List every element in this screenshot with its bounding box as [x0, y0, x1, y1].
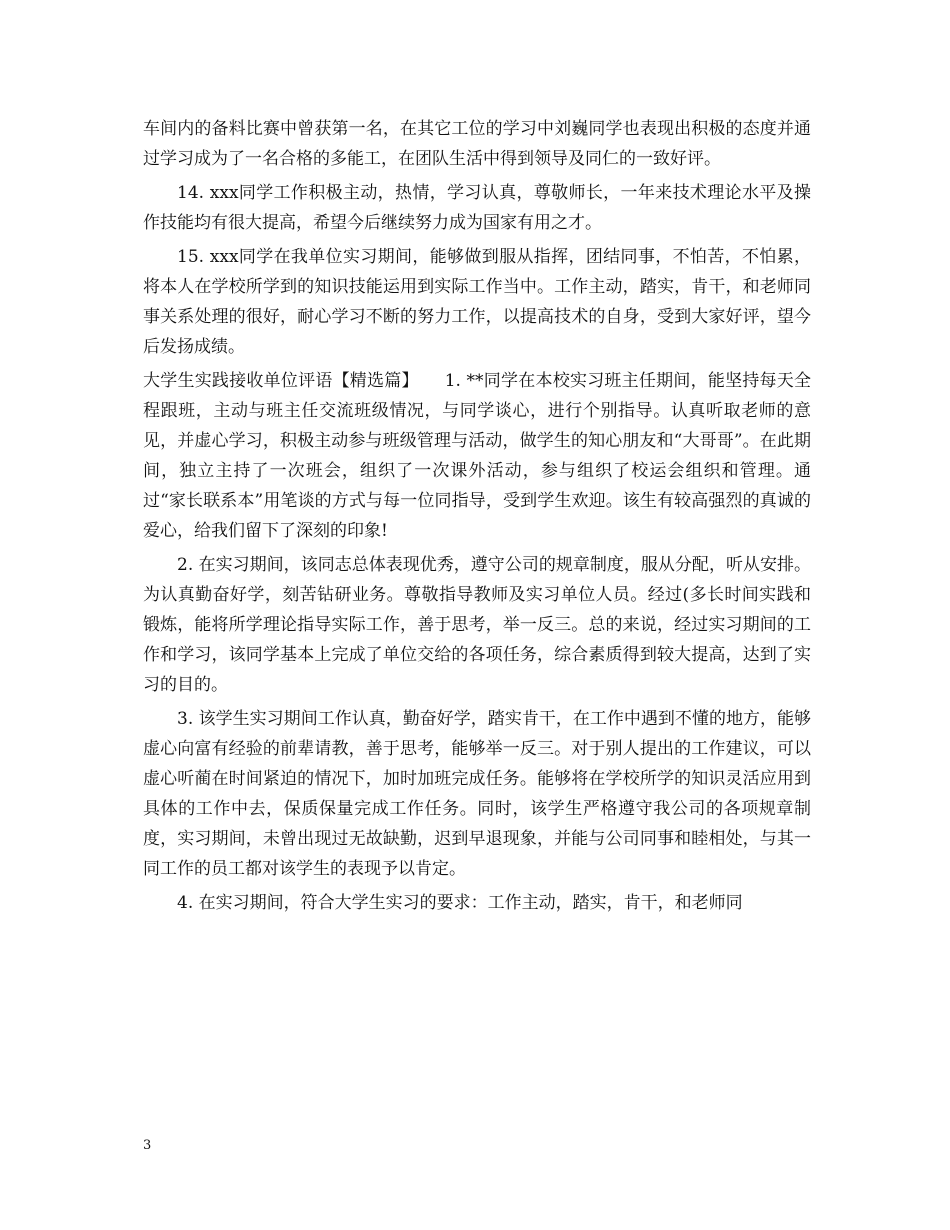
paragraph-item-2: 2. 在实习期间，该同志总体表现优秀，遵守公司的规章制度，服从分配，听从安排。为认真勤奋好学，刻苦钻研业务。尊敬指导教师及实习单位人员。经过(多长时间实践和锻炼，能将所学理论指导实际工作，善于思考，举一反三。总的来说，经过实习期间的工作和学习，该同学基本上完成了单位交给的各项任务，综合素质得到较大提高，达到了实习的目的。: [143, 555, 811, 695]
paragraph-item-4: 4. 在实习期间，符合大学生实习的要求：工作主动，踏实，肯干，和老师同: [177, 893, 743, 913]
page-number: 3: [143, 1138, 152, 1153]
paragraph-item-15: 15. xxx同学在我单位实习期间，能够做到服从指挥，团结同事，不怕苦，不怕累，将本人在学校所学到的知识技能运用到实际工作当中。工作主动，踏实，肯干，和老师同事关系处理的很好，耐心学习不断的努力工作，以提高技术的自身，受到大家好评，望今后发扬成绩。: [143, 247, 811, 357]
section-heading-paragraph: 大学生实践接收单位评语【精选篇】 1. **同学在本校实习班主任期间，能坚持每天全程跟班，主动与班主任交流班级情况，与同学谈心，进行个别指导。认真听取老师的意见，并虚心学习，积极主动参与班级管理与活动，做学生的知心朋友和“大哥哥”。在此期间，独立主持了一次班会，组织了一次课外活动，参与组织了校运会组织和管理。通过“家长联系本”用笔谈的方式与每一位同指导，受到学生欢迎。该生有较高强烈的真诚的爱心，给我们留下了深刻的印象!: [143, 371, 811, 541]
document-body: [143, 114, 811, 922]
paragraph-item-14: 14. xxx同学工作积极主动，热情，学习认真，尊敬师长，一年来技术理论水平及操作技能均有很大提高，希望今后继续努力成为国家有用之才。: [143, 183, 811, 233]
paragraph-continuation: 车间内的备料比赛中曾获第一名，在其它工位的学习中刘巍同学也表现出积极的态度并通过学习成为了一名合格的多能工，在团队生活中得到领导及同仁的一致好评。: [143, 119, 811, 169]
paragraph-item-3: 3. 该学生实习期间工作认真，勤奋好学，踏实肯干，在工作中遇到不懂的地方，能够虚心向富有经验的前辈请教，善于思考，能够举一反三。对于别人提出的工作建议，可以虚心听蔺在时间紧迫的情况下，加时加班完成任务。能够将在学校所学的知识灵活应用到具体的工作中去，保质保量完成工作任务。同时，该学生严格遵守我公司的各项规章制度，实习期间，未曾出现过无故缺勤，迟到早退现象，并能与公司同事和睦相处，与其一同工作的员工都对该学生的表现予以肯定。: [143, 709, 811, 879]
